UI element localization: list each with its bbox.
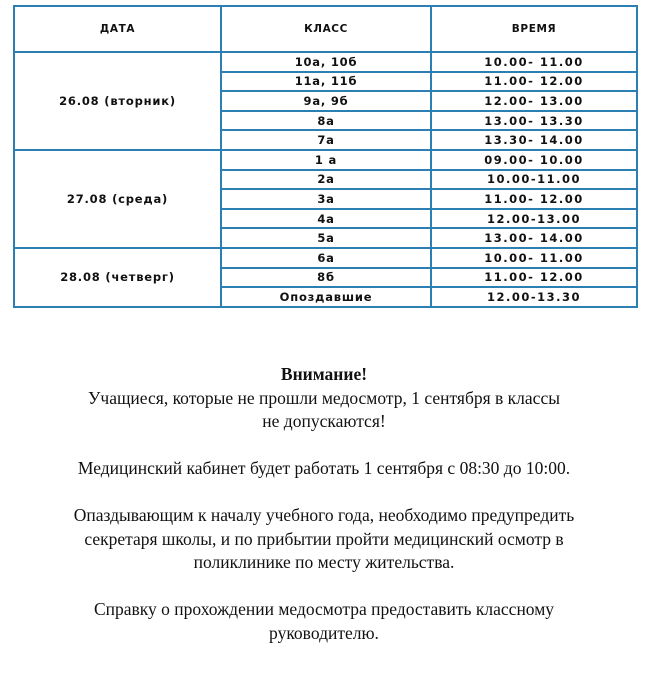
table-row — [14, 52, 637, 72]
late-arrival-line: секретаря школы, и по прибытии пройти медицинский осмотр в — [84, 528, 564, 549]
class-cell: 4а — [221, 209, 431, 229]
time-cell: 10.00-11.00 — [431, 170, 637, 190]
header-date: ДАТА — [14, 6, 221, 52]
spacer — [0, 434, 648, 458]
class-cell: 11а, 11б — [221, 72, 431, 92]
time-cell: 13.00- 14.00 — [431, 228, 637, 248]
class-cell: 2а — [221, 170, 431, 190]
class-cell: 5а — [221, 228, 431, 248]
class-cell: 7а — [221, 130, 431, 150]
time-cell: 09.00- 10.00 — [431, 150, 637, 170]
spacer — [0, 575, 648, 599]
date-cell: 27.08 (среда) — [14, 150, 221, 248]
time-cell: 12.00-13.00 — [431, 209, 637, 229]
warning-line: Учащиеся, которые не прошли медосмотр, 1 сентября в классы — [88, 387, 560, 408]
table-row — [14, 248, 637, 268]
notice-block — [0, 363, 648, 645]
certificate-line: руководителю. — [269, 622, 379, 643]
date-cell: 28.08 (четверг) — [14, 248, 221, 307]
schedule-table — [13, 5, 638, 308]
warning-line: не допускаются! — [262, 411, 386, 431]
time-cell: 11.00- 12.00 — [431, 189, 637, 209]
late-arrival-line: поликлинике по месту жительства. — [193, 552, 455, 572]
header-time: ВРЕМЯ — [431, 6, 637, 52]
class-cell: 8а — [221, 111, 431, 131]
date-cell: 26.08 (вторник) — [14, 52, 221, 150]
class-cell: 6а — [221, 248, 431, 268]
time-cell: 12.00-13.30 — [431, 287, 637, 307]
spacer — [0, 481, 648, 505]
notice-title: Внимание! — [280, 364, 368, 384]
table-header-row — [14, 6, 637, 52]
time-cell: 10.00- 11.00 — [431, 52, 637, 72]
time-cell: 13.00- 13.30 — [431, 111, 637, 131]
time-cell: 13.30- 14.00 — [431, 130, 637, 150]
certificate-line: Справку о прохождении медосмотра предоставить классному — [93, 599, 555, 619]
time-cell: 12.00- 13.00 — [431, 91, 637, 111]
class-cell: 10а, 10б — [221, 52, 431, 72]
table-row — [14, 150, 637, 170]
class-cell: 1 а — [221, 150, 431, 170]
time-cell: 10.00- 11.00 — [431, 248, 637, 268]
time-cell: 11.00- 12.00 — [431, 268, 637, 288]
late-arrival-line: Опаздывающим к началу учебного года, необходимо предупредить — [73, 505, 575, 525]
class-cell: 8б — [221, 268, 431, 288]
class-cell: 3а — [221, 189, 431, 209]
office-hours-text: Медицинский кабинет будет работать 1 сентября с 08:30 до 10:00. — [77, 458, 571, 478]
time-cell: 11.00- 12.00 — [431, 72, 637, 92]
class-cell: 9а, 9б — [221, 91, 431, 111]
class-cell: Опоздавшие — [221, 287, 431, 307]
header-class: КЛАСС — [221, 6, 431, 52]
